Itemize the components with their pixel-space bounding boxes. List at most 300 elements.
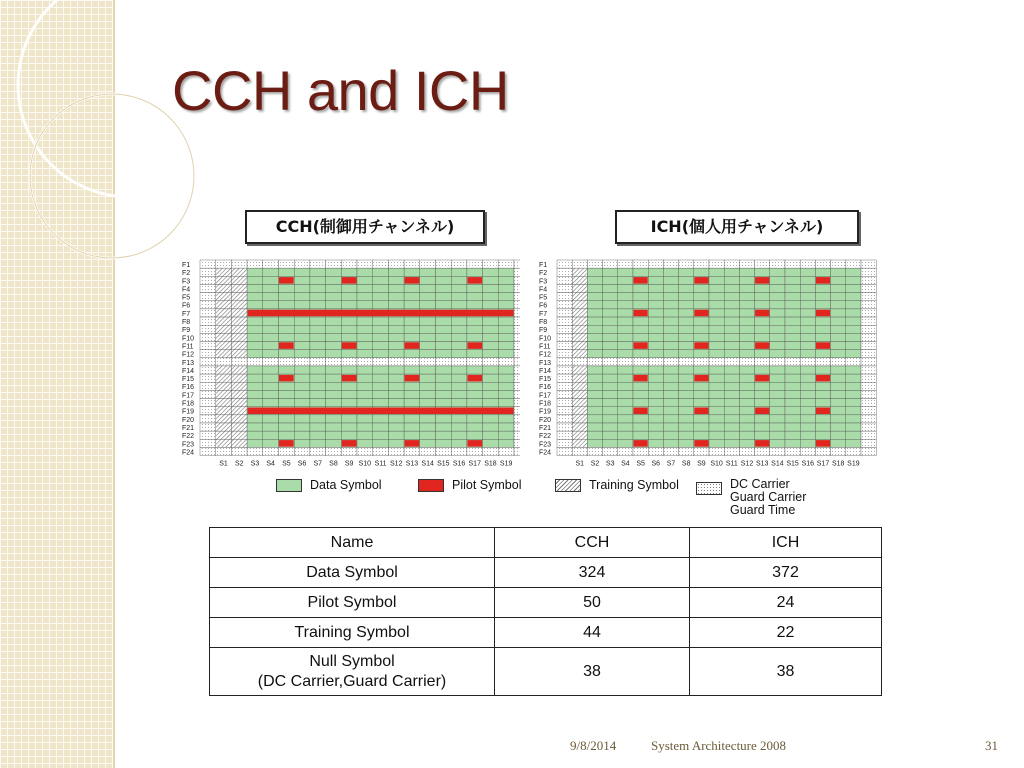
grid-cell (800, 390, 815, 398)
grid-cell (846, 423, 861, 431)
grid-cell (648, 268, 663, 276)
grid-cell (557, 439, 572, 447)
grid-cell (326, 325, 342, 333)
freq-label: F5 (539, 294, 548, 302)
grid-cell (770, 309, 785, 317)
freq-label: F4 (182, 286, 191, 294)
grid-cell (216, 447, 232, 455)
grid-cell (436, 439, 452, 447)
grid-cell (770, 447, 785, 455)
grid-cell (310, 423, 326, 431)
grid-cell (785, 293, 800, 301)
grid-cell (846, 415, 861, 423)
grid-cell (263, 260, 279, 268)
grid-cell (294, 431, 310, 439)
grid-cell (770, 260, 785, 268)
grid-cell (388, 342, 404, 350)
grid-cell (514, 439, 520, 447)
grid-cell (663, 382, 678, 390)
grid-cell (724, 293, 739, 301)
grid-cell (326, 317, 342, 325)
table-header-cell: CCH (495, 528, 690, 558)
grid-cell (341, 447, 357, 455)
grid-cell (231, 301, 247, 309)
grid-cell (388, 423, 404, 431)
grid-cell (388, 325, 404, 333)
grid-cell (373, 374, 389, 382)
grid-cell (694, 431, 709, 439)
grid-cell (770, 342, 785, 350)
grid-cell (785, 317, 800, 325)
grid-cell (739, 342, 754, 350)
grid-cell (357, 276, 373, 284)
grid-cell (800, 374, 815, 382)
grid-cell (800, 358, 815, 366)
legend-null-label (730, 478, 806, 517)
grid-cell (648, 399, 663, 407)
grid-cell (831, 407, 846, 415)
grid-cell (785, 350, 800, 358)
grid-cell (373, 317, 389, 325)
grid-cell (263, 333, 279, 341)
grid-cell (451, 374, 467, 382)
grid-cell (618, 374, 633, 382)
grid-cell (861, 382, 876, 390)
grid-cell (420, 431, 436, 439)
grid-cell (785, 342, 800, 350)
freq-label: F12 (182, 351, 195, 359)
grid-cell (663, 350, 678, 358)
grid-cell (498, 447, 514, 455)
grid-cell (231, 431, 247, 439)
grid-cell (498, 358, 514, 366)
grid-cell (633, 284, 648, 292)
grid-cell (861, 358, 876, 366)
slot-label: S15 (786, 460, 799, 468)
grid-cell (436, 350, 452, 358)
grid-cell (648, 390, 663, 398)
grid-cell (451, 317, 467, 325)
grid-cell (815, 423, 830, 431)
grid-cell (724, 366, 739, 374)
slot-label: S3 (605, 460, 615, 468)
grid-cell (800, 293, 815, 301)
grid-cell (831, 358, 846, 366)
grid-cell (200, 358, 216, 366)
grid-cell (483, 260, 499, 268)
grid-cell (603, 325, 618, 333)
grid-cell (341, 415, 357, 423)
grid-cell (846, 447, 861, 455)
grid-cell (618, 317, 633, 325)
freq-label: F17 (182, 392, 195, 400)
grid-cell (357, 260, 373, 268)
legend-null-line: Guard Carrier (730, 490, 807, 504)
grid-cell (633, 260, 648, 268)
grid-cell (451, 423, 467, 431)
grid-cell (800, 382, 815, 390)
grid-cell (831, 284, 846, 292)
grid-cell (247, 350, 263, 358)
grid-cell (341, 382, 357, 390)
grid-cell (200, 268, 216, 276)
grid-cell (603, 415, 618, 423)
grid-cell (587, 447, 602, 455)
grid-cell (451, 447, 467, 455)
grid-cell (514, 382, 520, 390)
grid-cell (572, 284, 587, 292)
grid-cell (755, 423, 770, 431)
grid-cell (467, 260, 483, 268)
freq-label: F22 (539, 433, 552, 441)
grid-cell (709, 309, 724, 317)
grid-cell (618, 268, 633, 276)
grid-cell (294, 447, 310, 455)
grid-cell (587, 293, 602, 301)
grid-cell (373, 423, 389, 431)
grid-cell (861, 439, 876, 447)
grid-cell (279, 423, 295, 431)
grid-cell (514, 350, 520, 358)
grid-cell (679, 333, 694, 341)
page-number: 31 (985, 738, 998, 753)
grid-cell (572, 268, 587, 276)
grid-cell (357, 350, 373, 358)
grid-cell (483, 382, 499, 390)
table-row (210, 588, 882, 618)
grid-cell (467, 423, 483, 431)
grid-cell (247, 447, 263, 455)
slot-label: S10 (358, 460, 372, 468)
grid-cell (785, 284, 800, 292)
grid-cell (326, 301, 342, 309)
grid-cell (279, 415, 295, 423)
grid-cell (572, 439, 587, 447)
pilot-cell (342, 277, 357, 284)
pilot-cell (694, 375, 708, 382)
pilot-cell (634, 310, 648, 317)
grid-cell (247, 301, 263, 309)
slot-label: S7 (313, 460, 323, 468)
grid-cell (326, 399, 342, 407)
grid-cell (800, 366, 815, 374)
grid-cell (603, 390, 618, 398)
grid-cell (357, 317, 373, 325)
grid-cell (294, 415, 310, 423)
grid-cell (831, 268, 846, 276)
grid-cell (514, 390, 520, 398)
grid-cell (648, 382, 663, 390)
slot-label: S6 (651, 460, 661, 468)
pilot-cell (467, 277, 482, 284)
grid-cell (648, 447, 663, 455)
legend-training (555, 478, 679, 492)
grid-cell (800, 407, 815, 415)
grid-cell (247, 366, 263, 374)
grid-cell (663, 390, 678, 398)
grid-cell (648, 439, 663, 447)
grid-cell (420, 333, 436, 341)
grid-cell (467, 447, 483, 455)
freq-label: F18 (539, 400, 552, 408)
grid-cell (467, 366, 483, 374)
grid-cell (467, 431, 483, 439)
grid-cell (861, 407, 876, 415)
grid-cell (420, 268, 436, 276)
slot-label: S10 (710, 460, 723, 468)
grid-cell (483, 431, 499, 439)
grid-cell (279, 399, 295, 407)
slot-label: S2 (234, 460, 244, 468)
grid-cell (831, 431, 846, 439)
grid-cell (373, 268, 389, 276)
slot-label: S19 (847, 460, 860, 468)
grid-cell (800, 399, 815, 407)
grid-cell (247, 268, 263, 276)
grid-cell (785, 276, 800, 284)
grid-cell (557, 317, 572, 325)
decorative-circles (0, 0, 200, 260)
grid-cell (755, 415, 770, 423)
grid-cell (420, 260, 436, 268)
grid-cell (247, 325, 263, 333)
grid-cell (861, 309, 876, 317)
grid-cell (467, 284, 483, 292)
grid-cell (785, 439, 800, 447)
grid-cell (618, 399, 633, 407)
grid-cell (498, 415, 514, 423)
grid-cell (831, 423, 846, 431)
grid-cell (785, 325, 800, 333)
grid-cell (436, 374, 452, 382)
grid-cell (572, 447, 587, 455)
grid-cell (739, 309, 754, 317)
grid-cell (451, 439, 467, 447)
grid-cell (770, 317, 785, 325)
footer-date: 9/8/2014 (570, 738, 617, 753)
grid-cell (404, 293, 420, 301)
slot-label: S14 (421, 460, 434, 468)
grid-cell (709, 382, 724, 390)
grid-cell (633, 317, 648, 325)
grid-cell (618, 301, 633, 309)
grid-cell (679, 407, 694, 415)
grid-cell (709, 260, 724, 268)
grid-cell (663, 415, 678, 423)
grid-cell (200, 342, 216, 350)
grid-cell (724, 342, 739, 350)
grid-cell (709, 293, 724, 301)
grid-cell (846, 342, 861, 350)
grid-cell (404, 382, 420, 390)
grid-cell (216, 260, 232, 268)
grid-cell (785, 366, 800, 374)
grid-cell (724, 423, 739, 431)
grid-cell (483, 284, 499, 292)
grid-cell (483, 366, 499, 374)
grid-cell (739, 415, 754, 423)
freq-label: F20 (182, 416, 195, 424)
grid-cell (388, 350, 404, 358)
grid-cell (467, 382, 483, 390)
grid-cell (498, 431, 514, 439)
freq-label: F1 (182, 261, 191, 269)
pilot-cell (279, 342, 294, 349)
grid-cell (709, 284, 724, 292)
grid-cell (587, 358, 602, 366)
grid-cell (831, 276, 846, 284)
slot-label: S8 (681, 460, 691, 468)
grid-cell (404, 317, 420, 325)
grid-cell (294, 374, 310, 382)
grid-cell (618, 366, 633, 374)
freq-label: F13 (182, 359, 195, 367)
grid-cell (679, 447, 694, 455)
grid-cell (514, 284, 520, 292)
grid-cell (800, 325, 815, 333)
legend-data (276, 478, 382, 492)
grid-cell (467, 317, 483, 325)
grid-cell (514, 309, 520, 317)
grid-cell (739, 301, 754, 309)
grid-cell (483, 374, 499, 382)
grid-cell (800, 276, 815, 284)
pilot-cell (755, 440, 769, 447)
grid-cell (861, 276, 876, 284)
grid-cell (279, 390, 295, 398)
grid-cell (420, 317, 436, 325)
grid-cell (648, 325, 663, 333)
grid-cell (294, 260, 310, 268)
grid-cell (247, 260, 263, 268)
grid-cell (709, 431, 724, 439)
freq-label: F14 (182, 367, 195, 375)
grid-cell (815, 333, 830, 341)
grid-cell (483, 423, 499, 431)
grid-cell (388, 399, 404, 407)
grid-cell (739, 447, 754, 455)
grid-cell (231, 342, 247, 350)
grid-cell (587, 439, 602, 447)
grid-cell (663, 407, 678, 415)
grid-cell (724, 276, 739, 284)
grid-cell (785, 260, 800, 268)
grid-cell (357, 374, 373, 382)
freq-label: F19 (182, 408, 195, 416)
grid-cell (310, 342, 326, 350)
grid-cell (357, 366, 373, 374)
pilot-cell (405, 440, 420, 447)
pilot-cell (405, 342, 420, 349)
table-cell: 38 (495, 648, 690, 696)
grid-cell (216, 407, 232, 415)
grid-cell (247, 439, 263, 447)
grid-cell (200, 423, 216, 431)
grid-cell (648, 301, 663, 309)
grid-cell (247, 390, 263, 398)
grid-cell (263, 317, 279, 325)
grid-cell (216, 358, 232, 366)
grid-cell (587, 423, 602, 431)
grid-cell (231, 447, 247, 455)
grid-cell (263, 366, 279, 374)
grid-cell (724, 284, 739, 292)
grid-cell (557, 382, 572, 390)
grid-cell (326, 423, 342, 431)
legend-pilot (418, 478, 521, 492)
grid-cell (200, 309, 216, 317)
grid-cell (341, 350, 357, 358)
grid-cell (557, 284, 572, 292)
grid-cell (294, 350, 310, 358)
grid-cell (846, 358, 861, 366)
grid-cell (633, 366, 648, 374)
grid-cell (557, 276, 572, 284)
grid-cell (247, 276, 263, 284)
grid-cell (663, 284, 678, 292)
grid-cell (739, 284, 754, 292)
cch-resource-grid (180, 255, 520, 470)
grid-cell (514, 358, 520, 366)
grid-cell (587, 301, 602, 309)
grid-cell (200, 284, 216, 292)
grid-cell (388, 276, 404, 284)
grid-cell (341, 301, 357, 309)
grid-cell (557, 447, 572, 455)
grid-cell (216, 423, 232, 431)
pilot-cell (816, 440, 830, 447)
grid-cell (216, 374, 232, 382)
grid-cell (618, 390, 633, 398)
grid-cell (587, 284, 602, 292)
grid-cell (483, 293, 499, 301)
grid-cell (785, 407, 800, 415)
grid-cell (279, 268, 295, 276)
grid-cell (739, 293, 754, 301)
slot-label: S9 (697, 460, 706, 468)
grid-cell (294, 366, 310, 374)
grid-cell (231, 399, 247, 407)
grid-cell (514, 366, 520, 374)
grid-cell (279, 350, 295, 358)
grid-cell (310, 317, 326, 325)
grid-cell (279, 447, 295, 455)
grid-cell (451, 382, 467, 390)
grid-cell (755, 399, 770, 407)
grid-cell (216, 284, 232, 292)
grid-cell (436, 366, 452, 374)
grid-cell (451, 399, 467, 407)
grid-cell (724, 390, 739, 398)
grid-cell (587, 350, 602, 358)
grid-cell (572, 333, 587, 341)
grid-cell (231, 260, 247, 268)
grid-cell (572, 382, 587, 390)
grid-cell (618, 447, 633, 455)
grid-cell (587, 399, 602, 407)
pilot-cell (816, 310, 830, 317)
grid-cell (755, 390, 770, 398)
grid-cell (633, 358, 648, 366)
grid-cell (294, 382, 310, 390)
grid-cell (200, 390, 216, 398)
grid-cell (603, 439, 618, 447)
grid-cell (633, 399, 648, 407)
grid-cell (310, 260, 326, 268)
grid-cell (373, 301, 389, 309)
grid-cell (357, 358, 373, 366)
grid-cell (572, 366, 587, 374)
